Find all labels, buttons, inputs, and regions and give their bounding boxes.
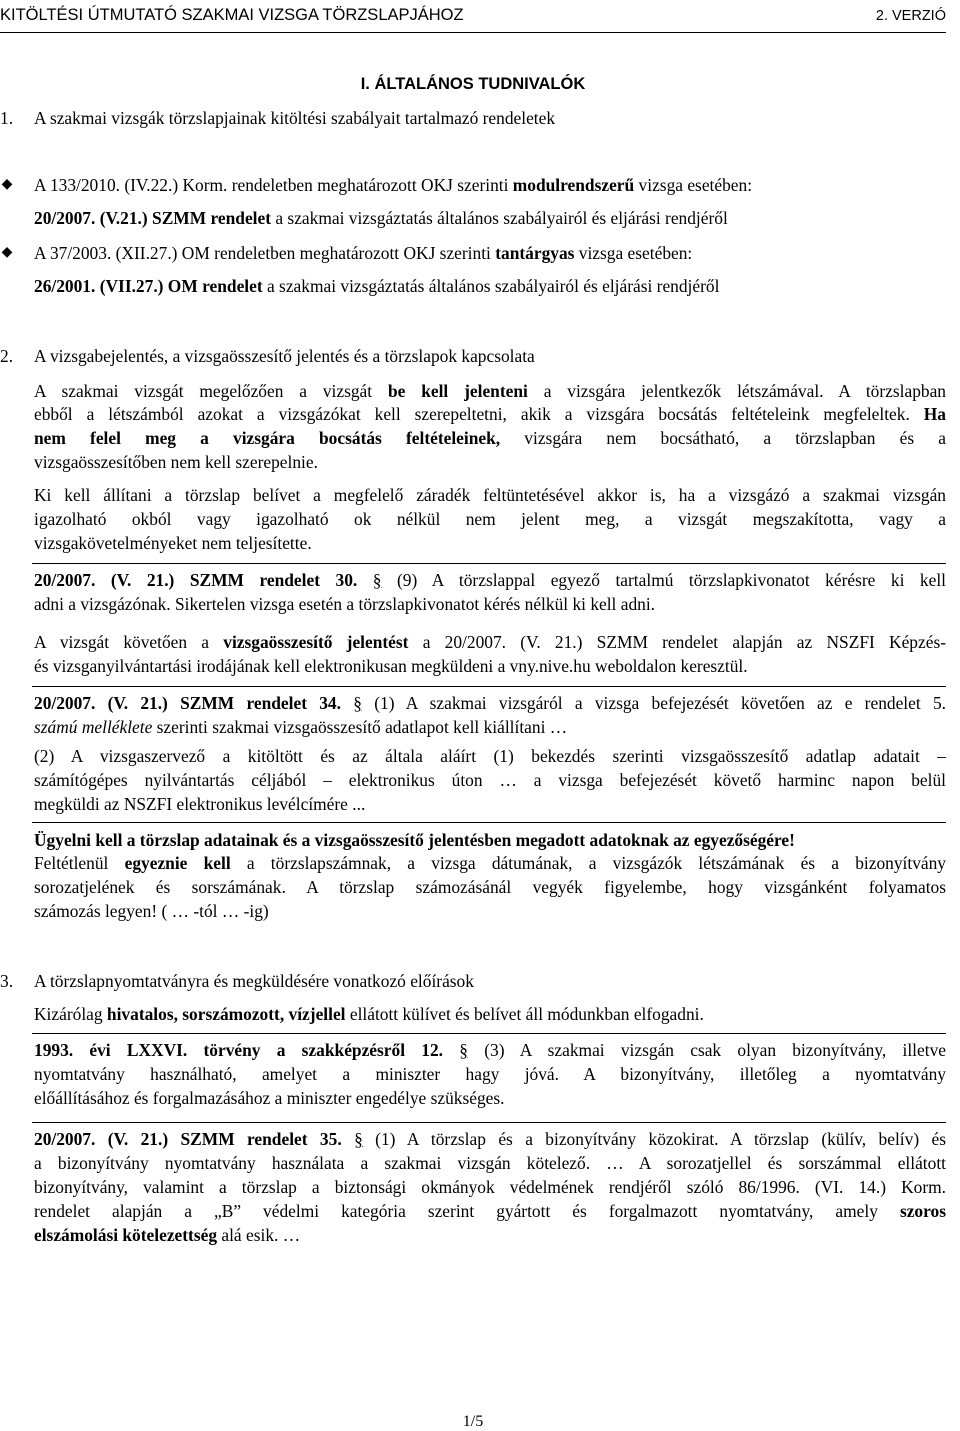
quote-35-line2: a bizonyítvány nyomtatvány használata a szakmai vizsgán kötelező. … A sorozatjellel és sorszámmal ellátott [34,1153,946,1173]
page-header [0,4,946,33]
quote-divider [32,1033,946,1034]
section-title: I. ÁLTALÁNOS TUDNIVALÓK [360,75,586,93]
quote-35-line5: elszámolási kötelezettség alá esik. … [34,1225,301,1245]
quote-divider [32,686,946,687]
s2-title: A vizsgabejelentés, a vizsgaösszesítő jelentés és a törzslapok kapcsolata [34,346,535,366]
s2-p1-line2: ebből a létszámból azokat a vizsgázókat kell szerepeltetni, akik a vizsgára bocsátás feltételeink megfeleltek. Ha [34,404,946,424]
s3-p1: Kizárólag hivatalos, sorszámozott, vízjellel ellátott külívet és belívet áll módunkban elfogadni. [34,1004,704,1024]
bullet-diamond-icon: ◆ [1,177,13,192]
s1-bullet-1-regulation: 20/2007. (V.21.) SZMM rendelet a szakmai vizsgáztatás általános szabályairól és eljárási rendjéről [34,208,728,228]
quote-35-line3: bizonyítvány, valamint a törzslap a biztonsági okmányok védelmének rendjéről szóló 86/1996. (VI. 14.) Korm. [34,1177,946,1197]
s1-bullet-2: A 37/2003. (XII.27.) OM rendeletben meghatározott OKJ szerinti tantárgyas vizsga esetében: [34,243,693,263]
s3-title: A törzslapnyomtatványra és megküldésére vonatkozó előírások [34,971,474,991]
header-title: KITÖLTÉSI ÚTMUTATÓ SZAKMAI VIZSGA TÖRZSLAPJÁHOZ [0,6,464,24]
quote-34-line3: (2) A vizsgaszervező a kitöltött és az általa aláírt (1) bekezdés szerinti vizsgaösszesítő adatlap adatait – [34,746,946,766]
s1-title: A szakmai vizsgák törzslapjainak kitöltési szabályait tartalmazó rendeletek [34,108,556,128]
s2-p1-line1: A szakmai vizsgát megelőzően a vizsgát be kell jelenteni a vizsgára jelentkezők létszámával. A törzslapban [34,381,947,401]
s2-number: 2. [0,346,14,366]
warning-line3: sorozatjelének és sorszámának. A törzslap számozásánál vegyék figyelembe, hogy vizsgánként folyamatos [34,877,946,897]
s1-number: 1. [0,108,14,128]
s1-bullet-1: A 133/2010. (IV.22.) Korm. rendeletben meghatározott OKJ szerinti modulrendszerű vizsga esetében: [34,175,753,195]
s1-bullet-2-regulation: 26/2001. (VII.27.) OM rendelet a szakmai vizsgáztatás általános szabályairól és eljárási rendjéről [34,276,720,296]
quote-law-line3: előállításához és forgalmazásához a miniszter engedélye szükséges. [34,1088,505,1108]
quote-34-line2: számú melléklete szerinti szakmai vizsgaösszesítő adatlapot kell kiállítani … [34,717,568,737]
quote-35-line4: rendelet alapján a „B” védelmi kategória szerint gyártott és forgalmazott nyomtatvány, amely szoros [34,1201,946,1221]
quote-law-line2: nyomtatvány használható, amelyet a miniszter hagy jóvá. A bizonyítvány, illetőleg a nyomtatvány [34,1064,946,1084]
s2-p2-line1: Ki kell állítani a törzslap belívet a megfelelő záradék feltüntetésével akkor is, ha a vizsgázó a szakmai vizsgán [34,485,946,505]
s2-p2-line2: igazolható okból vagy igazolható ok nélkül nem jelent meg, a vizsgát megszakította, vagy a [34,509,946,529]
warning-line2: Feltétlenül egyeznie kell a törzslapszámnak, a vizsga dátumának, a vizsgázók létszámának és a bizonyítvány [34,853,947,873]
quote-30-line1: 20/2007. (V. 21.) SZMM rendelet 30. § (9) A törzslappal egyező tartalmú törzslapkivonatot kérésre ki kell [34,570,946,590]
quote-divider [32,822,946,823]
page-number: 1/5 [462,1413,484,1430]
quote-30-line2: adni a vizsgázónak. Sikertelen vizsga esetén a törzslapkivonatot kérés nélkül ki kell adni. [34,594,656,614]
s2-p3-line2: és vizsganyilvántartási irodájának kell elektronikusan megküldeni a vny.nive.hu weboldalon keresztül. [34,656,748,676]
warning-line1: Ügyelni kell a törzslap adatainak és a vizsgaösszesítő jelentésben megadott adatoknak az egyezőségére! [34,830,795,850]
s2-p1-line4: vizsgaösszesítőben nem kell szerepelnie. [34,452,318,472]
quote-divider [32,1122,946,1123]
s2-p3-line1: A vizsgát követően a vizsgaösszesítő jelentést a 20/2007. (V. 21.) SZMM rendelet alapján az NSZFI Képzés- [34,632,947,652]
quote-35-line1: 20/2007. (V. 21.) SZMM rendelet 35. § (1) A törzslap és a bizonyítvány közokirat. A törzslap (külív, belív) és [34,1129,946,1149]
quote-34-line4: számítógépes nyilvántartás céljából – elektronikus úton … a vizsga befejezését követő harminc napon belül [34,770,946,790]
quote-divider [32,563,946,564]
header-version: 2. VERZIÓ [875,8,946,24]
quote-34-line5: megküldi az NSZFI elektronikus levélcímére ... [34,794,366,814]
bullet-diamond-icon: ◆ [1,245,13,260]
quote-law-line1: 1993. évi LXXVI. törvény a szakképzésről 12. § (3) A szakmai vizsgán csak olyan bizonyítvány, illetve [34,1040,946,1060]
quote-34-line1: 20/2007. (V. 21.) SZMM rendelet 34. § (1) A szakmai vizsgáról a vizsga befejezését követően az e rendelet 5. [34,693,946,713]
s2-p2-line3: vizsgakövetelményeket nem teljesítette. [34,533,312,553]
warning-line4: számozás legyen! ( … -tól … -ig) [34,901,269,921]
s3-number: 3. [0,971,14,991]
s2-p1-line3: nem felel meg a vizsgára bocsátás feltételeinek, vizsgára nem bocsátható, a törzslapban és a [34,428,946,448]
